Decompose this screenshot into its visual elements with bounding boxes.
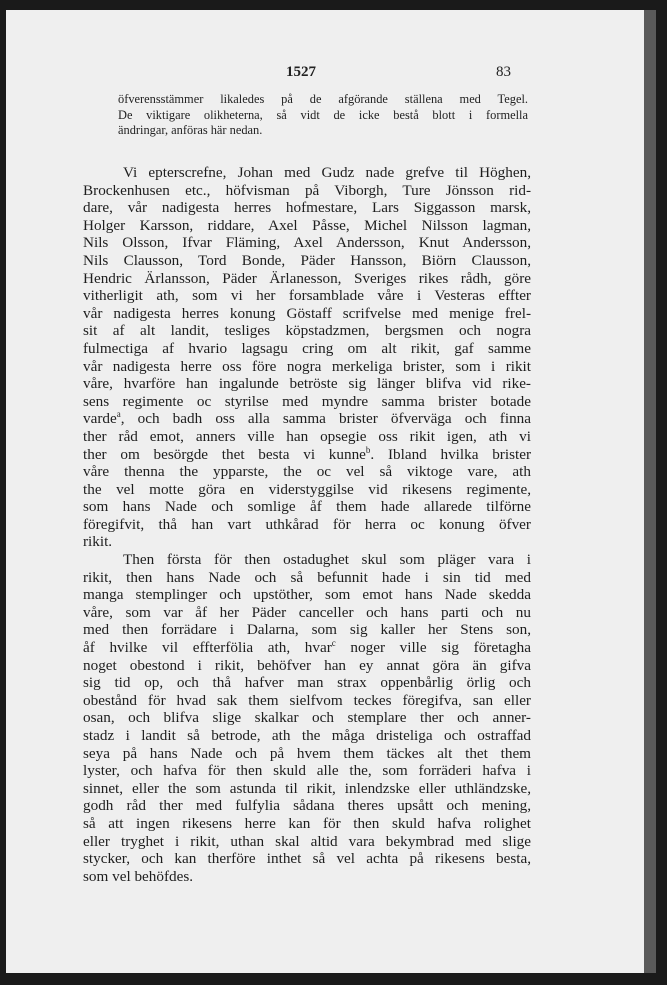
- page-year: 1527: [286, 64, 316, 80]
- note-line: ändringar, anföras här nedan.: [118, 123, 263, 137]
- running-head: [6, 64, 644, 84]
- text-line: [83, 410, 531, 428]
- text-line: Vi epterscrefne, Johan med Gudz nade grefve til Höghen,: [123, 164, 531, 181]
- main-text: [83, 164, 531, 885]
- text-line: Nils Clausson, Tord Bonde, Päder Hansson, Biörn Clausson,: [83, 251, 531, 269]
- text-line: rikit, then hans Nade och så befunnit hade i sin tid med: [83, 568, 531, 586]
- text-line: the vel motte göra en viderstyggilse vid rikesens regimente,: [83, 480, 531, 498]
- text-line: våre thenna the ypparste, the oc vel så viktoge vare, ath: [83, 463, 531, 481]
- text-line: Then första för then ostadughet skul som pläger vara i: [123, 551, 531, 569]
- page-number: 83: [496, 64, 511, 80]
- text-line: [83, 446, 531, 464]
- text-line: föregifvit, thå han vart uthkårad för herra oc konung öfver: [83, 515, 531, 533]
- text-line: stycker, och kan therföre inthet så vel achta på rikesens besta,: [83, 850, 531, 868]
- footnote-marker: c: [331, 639, 336, 648]
- text-line: obestånd för hvad sak them sielfvom teckes föregifva, san eller: [83, 691, 531, 709]
- text-line: våre, hvarföre han ingalunde betröste sig länger blifva vid rike-: [83, 375, 531, 393]
- text-line: sens regimente oc styrilse med myndre samma brister botade: [83, 392, 531, 410]
- text-line: vår nadigesta herres konung Göstaff scrifvelse med menige frel-: [83, 304, 531, 322]
- text-line: sinnet, eller the som astunda til rikit, inlendzske eller uthländzske,: [83, 779, 531, 797]
- text-line: sit af alt landit, tesliges köpstadzmen, bergsmen och nogra: [83, 322, 531, 340]
- note-line: öfverensstämmer likaledes på de afgörande ställena med Tegel.: [118, 92, 528, 106]
- text-fragment: noger ville sig företagha: [335, 639, 531, 657]
- text-line: fulmectiga af hvario lagsagu cring om alt rikit, gaf samme: [83, 339, 531, 357]
- text-line: Brockenhusen etc., höfvisman på Viborgh, Ture Jönsson rid-: [83, 181, 531, 199]
- text-line: noget obestond i rikit, behöfver han ey annat göra än gifva: [83, 656, 531, 674]
- text-line: med then forrädare i Dalarna, som sig kaller her Stens son,: [83, 621, 531, 639]
- text-fragment: . Ibland hvilka brister: [370, 445, 531, 463]
- note-line: De viktigare olikheterna, så vidt de icke bestå blott i formella: [118, 107, 528, 122]
- text-line: vitherligit ath, som vi her forsamblade våre i Vesteras effter: [83, 287, 531, 305]
- text-line: dare, vår nadigesta herres hofmestare, Lars Siggasson marsk,: [83, 199, 531, 217]
- page-edge: [644, 10, 656, 973]
- text-line: Nils Olsson, Ifvar Fläming, Axel Andersson, Knut Andersson,: [83, 234, 531, 252]
- text-line: sig tid op, och thå hafver man strax oppenbårlig örlig och: [83, 674, 531, 692]
- footnote-marker: b: [365, 445, 371, 455]
- text-line: Hendric Ärlansson, Päder Ärlanesson, Sveriges rikes rådh, göre: [83, 269, 531, 287]
- text-line: så att ingen rikesens herre kan för then skuld hafva rolighet: [83, 814, 531, 832]
- text-line: stadz i landit så betrode, ath the måga dristeliga och ostraffad: [83, 727, 531, 744]
- footnote-marker: a: [116, 410, 121, 420]
- text-line: godh råd ther med fulfylia sådana theres upsått och mening,: [83, 797, 531, 815]
- text-line: som hans Nade och somlige åf them hade allarede tilförne: [83, 498, 531, 516]
- text-line: vår nadigesta herre oss före nogra merkeliga brister, som i rikit: [83, 357, 531, 375]
- text-fragment: , och badh oss alla samma brister öfverväga och finna: [120, 410, 531, 428]
- text-line: rikit.: [83, 533, 113, 551]
- text-line: manga stemplinger och upstöther, som emot hans Nade skedda: [83, 586, 531, 604]
- text-line: eller tryghet i rikit, uthan skal altid vara bekymbrad med slige: [83, 832, 531, 850]
- text-line: osan, och blifva slige skalkar och stemplare ther och anner-: [83, 709, 531, 727]
- text-fragment: varde: [83, 410, 117, 428]
- text-line: [83, 639, 531, 657]
- text-line: Holger Karsson, riddare, Axel Påsse, Michel Nilsson lagman,: [83, 216, 531, 234]
- text-line: seya på hans Nade och på hvem them täckes alt thet them: [83, 744, 531, 762]
- text-fragment: ther om besörgde thet besta vi kunne: [83, 445, 366, 463]
- text-line: ther råd emot, anners ville han opsegie oss rikit igen, ath vi: [83, 427, 531, 445]
- text-fragment: åf hvilke vil effterfölia ath, hvar: [83, 639, 332, 657]
- editorial-note: [118, 92, 528, 139]
- text-line: lyster, och hafva för then skuld alle the, som forräderi hafva i: [83, 762, 531, 780]
- text-line: våre, som var åf her Päder canceller och hans parti och nu: [83, 603, 531, 621]
- text-line: som vel behöfdes.: [83, 867, 194, 885]
- book-page: [6, 10, 644, 973]
